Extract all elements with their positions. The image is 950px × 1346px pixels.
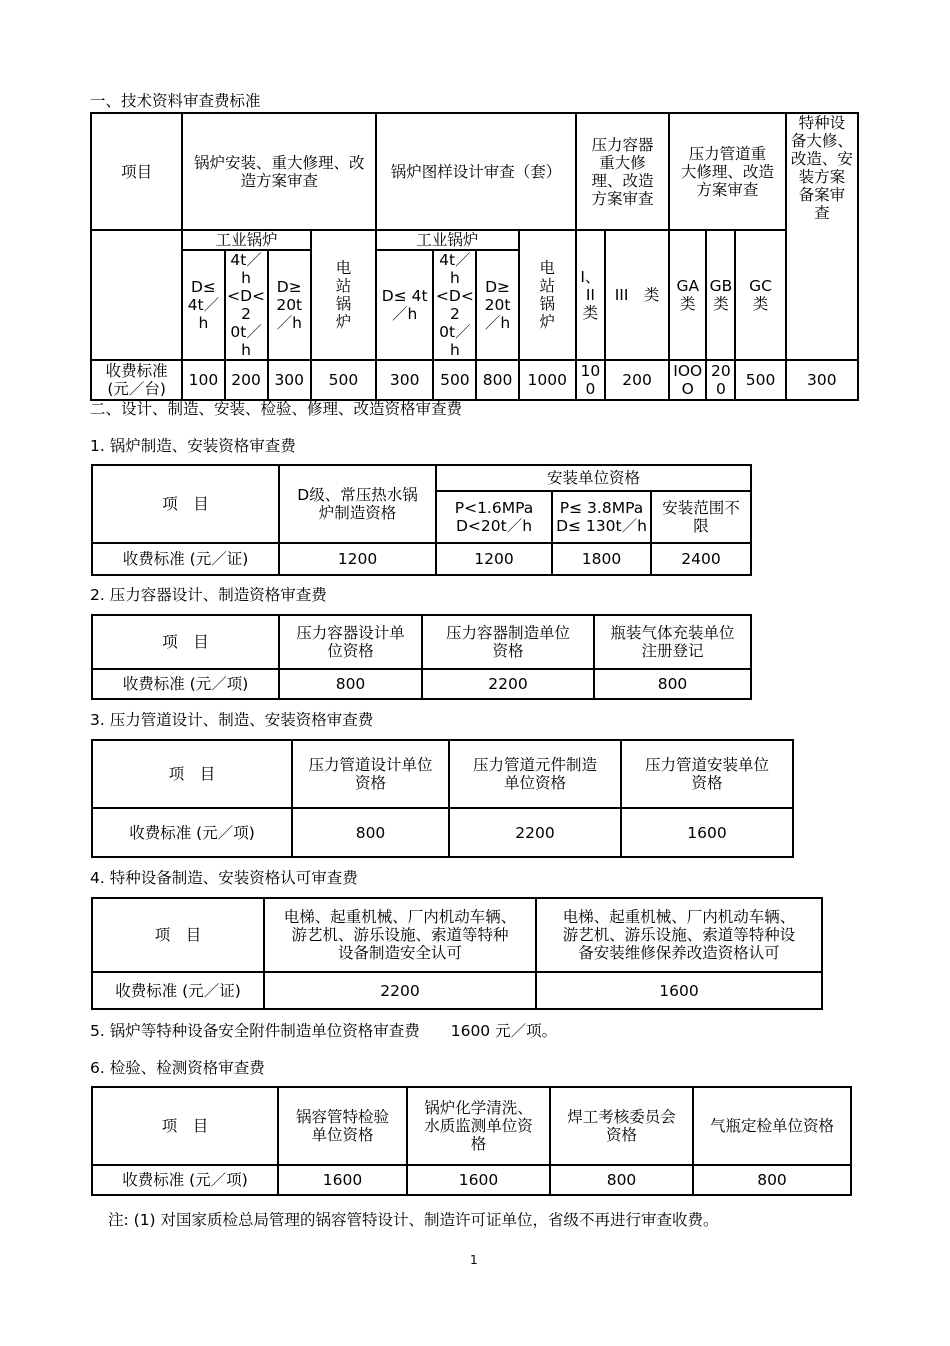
fee-cell: 200 <box>605 360 669 400</box>
pressure-pipe-fee-table <box>91 739 794 858</box>
fee-cell: 300 <box>786 360 858 400</box>
header-pressure-vessel-review: 压力容器 重大修 理、改造 方案审查 <box>576 113 669 230</box>
industrial-boiler-label-2: 工业锅炉 <box>376 230 519 250</box>
fee-label: 收费标准 (元／项) <box>92 808 292 857</box>
page-number: 1 <box>470 1253 478 1267</box>
header-boiler-design-review: 锅炉图样设计审查（套） <box>376 113 576 230</box>
column-header: 焊工考核委员会 资格 <box>550 1087 693 1165</box>
column-header: 瓶装气体充装单位 注册登记 <box>594 615 751 669</box>
table-1-heading: 1. 锅炉制造、安装资格审查费 <box>90 437 296 455</box>
install-sub-header: P<1.6MPa D<20t／h <box>436 491 552 543</box>
column-header: 压力容器制造单位 资格 <box>422 615 594 669</box>
header-special-equipment-review: 特种设 备大修、 改造、安 装方案 备案审 查 <box>786 113 858 360</box>
install-qualification-header: 安装单位资格 <box>436 465 751 491</box>
item-header: 项 目 <box>92 615 279 669</box>
item-header: 项 目 <box>92 740 292 808</box>
fee-cell: 1600 <box>278 1165 407 1195</box>
design-4t-20t: 4t／ h <D<2 0t／ h <box>433 250 476 360</box>
inspection-qualification-fee-table <box>91 1086 852 1196</box>
column-header: 压力管道安装单位 资格 <box>621 740 793 808</box>
fee-cell: 800 <box>693 1165 851 1195</box>
boiler-4t-20t: 4t／ h <D<2 0t／ h <box>225 250 268 360</box>
fee-cell: 800 <box>476 360 518 400</box>
design-d-le-4t: D≤ 4t ／h <box>376 250 433 360</box>
fee-label: 收费标准 (元／台) <box>91 360 182 400</box>
pipe-class-gc: GC 类 <box>735 230 785 360</box>
item-header: 项 目 <box>92 1087 278 1165</box>
fee-label: 收费标准 (元／项) <box>92 1165 278 1195</box>
table-2-heading: 2. 压力容器设计、制造资格审查费 <box>90 586 327 604</box>
fee-cell: 2200 <box>264 972 536 1009</box>
section-2-heading: 二、设计、制造、安装、检验、修理、改造资格审查费 <box>90 400 463 418</box>
industrial-boiler-label: 工业锅炉 <box>182 230 310 250</box>
fee-cell: 300 <box>268 360 311 400</box>
install-sub-header: P≤ 3.8MPa D≤ 130t／h <box>552 491 651 543</box>
fee-label: 收费标准 (元／证) <box>92 543 279 575</box>
pipe-class-ga: GA 类 <box>669 230 706 360</box>
boiler-qualification-fee-table <box>91 464 752 576</box>
tech-review-fee-table <box>90 112 859 401</box>
fee-cell: 800 <box>550 1165 693 1195</box>
fee-cell: 800 <box>594 669 751 699</box>
fee-cell: 2400 <box>651 543 751 575</box>
power-station-boiler-label: 电 站 锅 炉 <box>311 230 376 360</box>
fee-cell: 500 <box>433 360 476 400</box>
column-header: 压力管道元件制造 单位资格 <box>449 740 621 808</box>
install-sub-header: 安装范围不 限 <box>651 491 751 543</box>
section-1-heading: 一、技术资料审查费标准 <box>90 92 261 110</box>
fee-cell: 1600 <box>536 972 822 1009</box>
special-equipment-fee-table <box>91 897 823 1010</box>
column-header: 压力管道设计单位 资格 <box>292 740 449 808</box>
fee-cell: 2200 <box>422 669 594 699</box>
footnote: 注: (1) 对国家质检总局管理的锅容管特设计、制造许可证单位，省级不再进行审查收费。 <box>108 1211 719 1229</box>
fee-cell: 10 0 <box>576 360 605 400</box>
pressure-vessel-fee-table <box>91 614 752 700</box>
fee-cell: 100 <box>182 360 224 400</box>
fee-cell: 1000 <box>519 360 576 400</box>
table-3-heading: 3. 压力管道设计、制造、安装资格审查费 <box>90 711 374 729</box>
column-header: 锅炉化学清洗、 水质监测单位资 格 <box>407 1087 550 1165</box>
fee-cell: 1200 <box>279 543 436 575</box>
boiler-d-ge-20t: D≥ 20t ／h <box>268 250 311 360</box>
fee-label: 收费标准 (元／项) <box>92 669 279 699</box>
manufacture-qualification-header: D级、常压热水锅 炉制造资格 <box>279 465 436 543</box>
vessel-class-3: III 类 <box>605 230 669 360</box>
fee-cell: 500 <box>735 360 785 400</box>
item-header: 项 目 <box>92 465 279 543</box>
header-item-blank <box>91 230 182 360</box>
table-4-heading: 4. 特种设备制造、安装资格认可审查费 <box>90 869 358 887</box>
design-d-ge-20t: D≥ 20t ／h <box>476 250 518 360</box>
boiler-d-le-4t: D≤ 4t／ h <box>182 250 224 360</box>
fee-cell: 1200 <box>436 543 552 575</box>
vessel-class-1-2: I、 II 类 <box>576 230 605 360</box>
item-5-text: 5. 锅炉等特种设备安全附件制造单位资格审查费 1600 元／项。 <box>90 1022 558 1040</box>
table-6-heading: 6. 检验、检测资格审查费 <box>90 1059 265 1077</box>
power-station-boiler-label-2: 电 站 锅 炉 <box>519 230 576 360</box>
pipe-class-gb: GB 类 <box>706 230 735 360</box>
header-item: 项目 <box>91 113 182 230</box>
header-pressure-pipe-review: 压力管道重 大修理、改造 方案审查 <box>669 113 785 230</box>
column-header: 电梯、起重机械、厂内机动车辆、 游艺机、游乐设施、索道等特种 设备制造安全认可 <box>264 898 536 972</box>
fee-cell: 20 0 <box>706 360 735 400</box>
fee-label: 收费标准 (元／证) <box>92 972 264 1009</box>
column-header: 气瓶定检单位资格 <box>693 1087 851 1165</box>
fee-cell: IOO O <box>669 360 706 400</box>
fee-cell: 2200 <box>449 808 621 857</box>
fee-cell: 1600 <box>407 1165 550 1195</box>
fee-cell: 800 <box>279 669 422 699</box>
fee-cell: 200 <box>225 360 268 400</box>
header-boiler-install-review: 锅炉安装、重大修理、改 造方案审查 <box>182 113 376 230</box>
fee-cell: 300 <box>376 360 433 400</box>
column-header: 锅容管特检验 单位资格 <box>278 1087 407 1165</box>
column-header: 压力容器设计单 位资格 <box>279 615 422 669</box>
column-header: 电梯、起重机械、厂内机动车辆、 游艺机、游乐设施、索道等特种设 备安装维修保养改造资格认可 <box>536 898 822 972</box>
fee-cell: 500 <box>311 360 376 400</box>
fee-cell: 1800 <box>552 543 651 575</box>
fee-cell: 1600 <box>621 808 793 857</box>
item-header: 项 目 <box>92 898 264 972</box>
fee-cell: 800 <box>292 808 449 857</box>
